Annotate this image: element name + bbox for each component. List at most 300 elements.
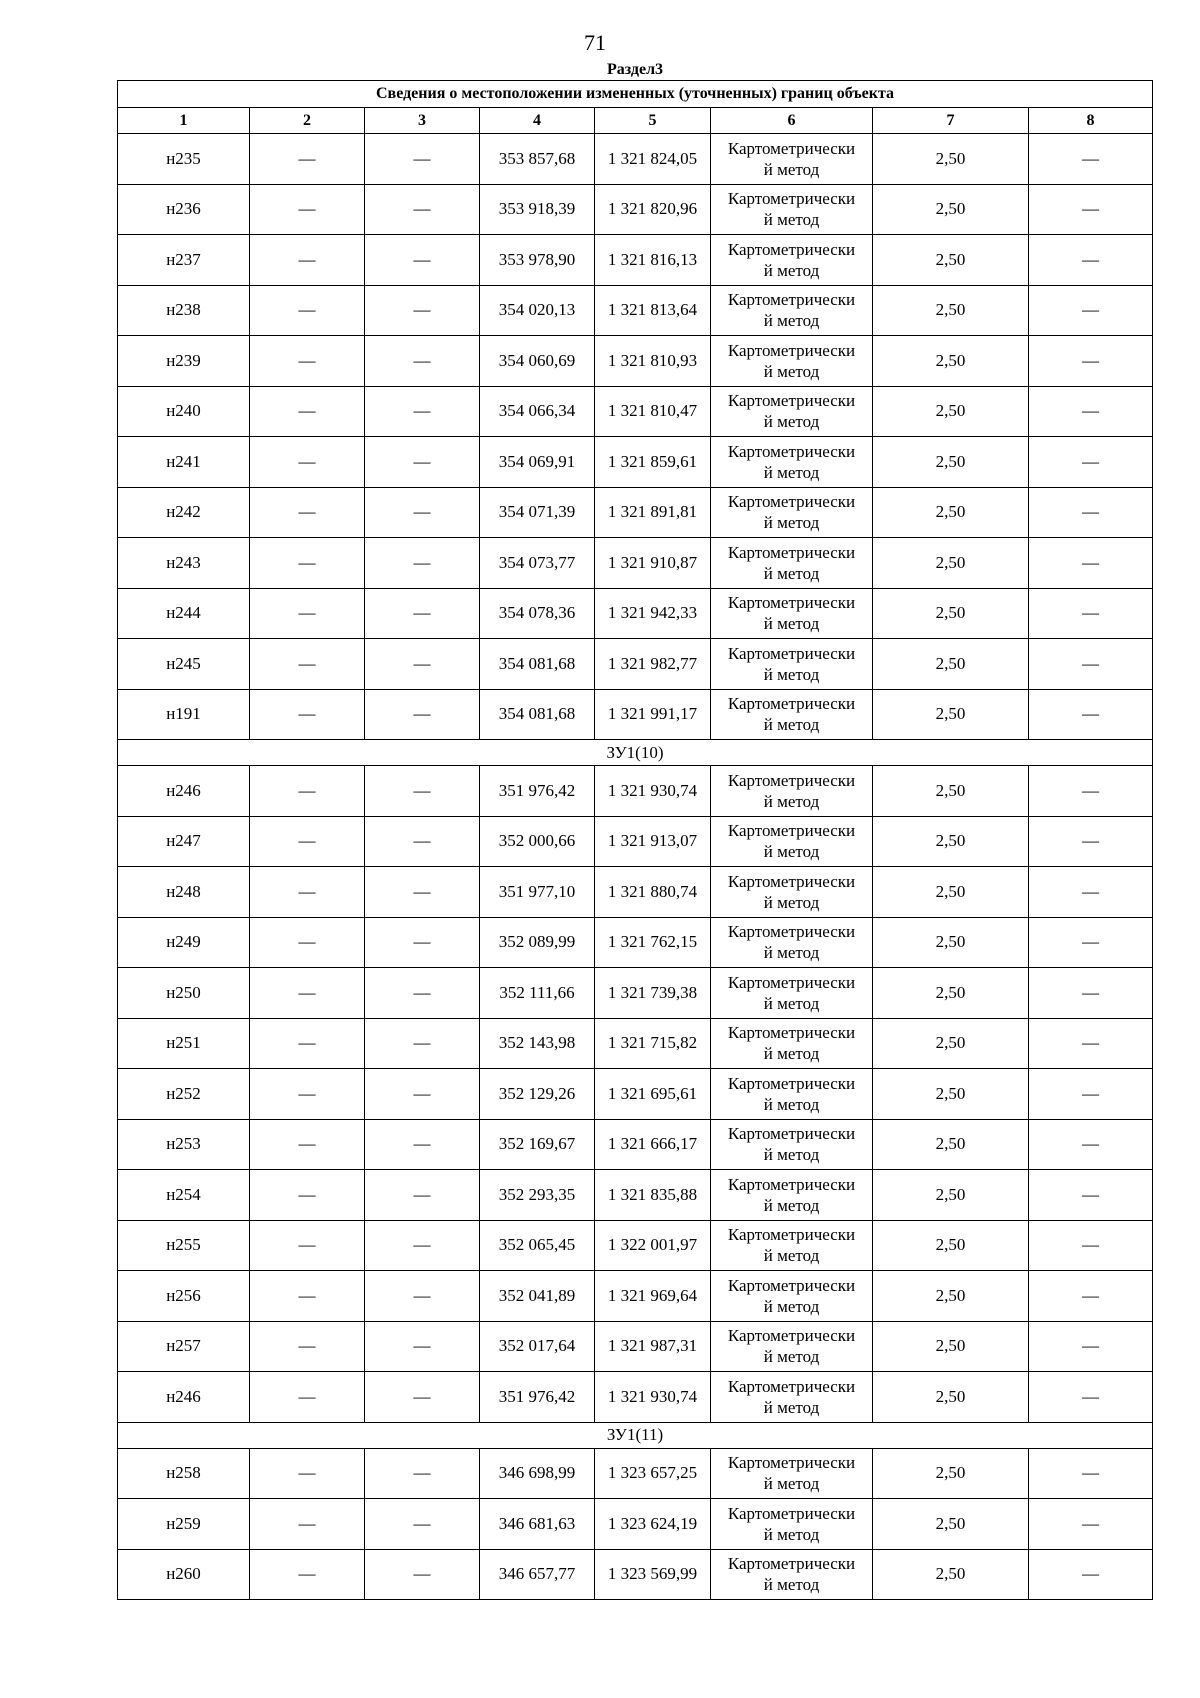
point-name-cell: н255 bbox=[118, 1220, 250, 1271]
method-cell bbox=[711, 1549, 873, 1600]
accuracy-cell: 2,50 bbox=[873, 968, 1029, 1019]
point-name-cell: н257 bbox=[118, 1321, 250, 1372]
table-row bbox=[118, 134, 1153, 185]
accuracy-cell: 2,50 bbox=[873, 1170, 1029, 1221]
point-name-cell: н236 bbox=[118, 184, 250, 235]
table-row bbox=[118, 1220, 1153, 1271]
x-coordinate-cell: 353 857,68 bbox=[480, 134, 595, 185]
column-3-cell: — bbox=[365, 134, 480, 185]
y-coordinate-cell: 1 321 913,07 bbox=[595, 816, 711, 867]
method-line-1: Картометрически bbox=[727, 290, 856, 310]
accuracy-cell: 2,50 bbox=[873, 1119, 1029, 1170]
column-2-cell: — bbox=[250, 184, 365, 235]
accuracy-cell: 2,50 bbox=[873, 336, 1029, 387]
method-cell bbox=[711, 1119, 873, 1170]
method-cell bbox=[711, 1372, 873, 1423]
method-line-2: й метод bbox=[763, 1397, 820, 1417]
table-row bbox=[118, 639, 1153, 690]
accuracy-cell: 2,50 bbox=[873, 184, 1029, 235]
y-coordinate-cell: 1 323 657,25 bbox=[595, 1448, 711, 1499]
table-row bbox=[118, 437, 1153, 488]
point-name-cell: н256 bbox=[118, 1271, 250, 1322]
method-line-1: Картометрически bbox=[727, 138, 856, 158]
y-coordinate-cell: 1 321 930,74 bbox=[595, 1372, 711, 1423]
accuracy-cell: 2,50 bbox=[873, 1499, 1029, 1550]
accuracy-cell: 2,50 bbox=[873, 1220, 1029, 1271]
column-3-cell: — bbox=[365, 639, 480, 690]
method-line-2: й метод bbox=[763, 614, 820, 634]
method-cell bbox=[711, 336, 873, 387]
column-2-cell: — bbox=[250, 1372, 365, 1423]
table-row bbox=[118, 1170, 1153, 1221]
x-coordinate-cell: 352 293,35 bbox=[480, 1170, 595, 1221]
method-line-1: Картометрически bbox=[727, 1124, 856, 1144]
column-8-cell: — bbox=[1029, 917, 1153, 968]
column-2-cell: — bbox=[250, 285, 365, 336]
accuracy-cell: 2,50 bbox=[873, 437, 1029, 488]
method-line-2: й метод bbox=[763, 943, 820, 963]
accuracy-cell: 2,50 bbox=[873, 816, 1029, 867]
table-row bbox=[118, 336, 1153, 387]
group-label: ЗУ1(11) bbox=[118, 1422, 1153, 1448]
method-line-2: й метод bbox=[763, 1195, 820, 1215]
column-number-8: 8 bbox=[1029, 108, 1153, 134]
point-name-cell: н235 bbox=[118, 134, 250, 185]
column-8-cell: — bbox=[1029, 134, 1153, 185]
method-cell bbox=[711, 968, 873, 1019]
table-row bbox=[118, 1448, 1153, 1499]
method-line-2: й метод bbox=[763, 210, 820, 230]
column-number-3: 3 bbox=[365, 108, 480, 134]
method-cell bbox=[711, 917, 873, 968]
method-cell bbox=[711, 538, 873, 589]
method-line-1: Картометрически bbox=[727, 492, 856, 512]
method-line-2: й метод bbox=[763, 1044, 820, 1064]
method-line-1: Картометрически bbox=[727, 694, 856, 714]
method-line-2: й метод bbox=[763, 993, 820, 1013]
method-cell bbox=[711, 1448, 873, 1499]
column-8-cell: — bbox=[1029, 1271, 1153, 1322]
method-line-2: й метод bbox=[763, 715, 820, 735]
point-name-cell: н191 bbox=[118, 689, 250, 740]
column-3-cell: — bbox=[365, 917, 480, 968]
point-name-cell: н243 bbox=[118, 538, 250, 589]
point-name-cell: н258 bbox=[118, 1448, 250, 1499]
column-3-cell: — bbox=[365, 1220, 480, 1271]
accuracy-cell: 2,50 bbox=[873, 639, 1029, 690]
point-name-cell: н244 bbox=[118, 588, 250, 639]
x-coordinate-cell: 354 081,68 bbox=[480, 689, 595, 740]
x-coordinate-cell: 346 657,77 bbox=[480, 1549, 595, 1600]
y-coordinate-cell: 1 321 824,05 bbox=[595, 134, 711, 185]
column-2-cell: — bbox=[250, 1499, 365, 1550]
column-8-cell: — bbox=[1029, 689, 1153, 740]
column-number-6: 6 bbox=[711, 108, 873, 134]
method-line-1: Картометрически bbox=[727, 391, 856, 411]
table-row bbox=[118, 1069, 1153, 1120]
coordinates-table bbox=[117, 80, 1153, 1600]
column-3-cell: — bbox=[365, 689, 480, 740]
x-coordinate-cell: 354 073,77 bbox=[480, 538, 595, 589]
table-row bbox=[118, 1119, 1153, 1170]
column-2-cell: — bbox=[250, 1170, 365, 1221]
point-name-cell: н249 bbox=[118, 917, 250, 968]
method-line-1: Картометрически bbox=[727, 441, 856, 461]
y-coordinate-cell: 1 321 991,17 bbox=[595, 689, 711, 740]
column-8-cell: — bbox=[1029, 538, 1153, 589]
column-3-cell: — bbox=[365, 867, 480, 918]
y-coordinate-cell: 1 321 859,61 bbox=[595, 437, 711, 488]
point-name-cell: н259 bbox=[118, 1499, 250, 1550]
group-label: ЗУ1(10) bbox=[118, 740, 1153, 766]
method-line-2: й метод bbox=[763, 462, 820, 482]
y-coordinate-cell: 1 323 569,99 bbox=[595, 1549, 711, 1600]
method-line-2: й метод bbox=[763, 1474, 820, 1494]
accuracy-cell: 2,50 bbox=[873, 1448, 1029, 1499]
accuracy-cell: 2,50 bbox=[873, 689, 1029, 740]
x-coordinate-cell: 352 129,26 bbox=[480, 1069, 595, 1120]
y-coordinate-cell: 1 321 880,74 bbox=[595, 867, 711, 918]
accuracy-cell: 2,50 bbox=[873, 235, 1029, 286]
method-line-1: Картометрически bbox=[727, 1503, 856, 1523]
method-line-2: й метод bbox=[763, 1145, 820, 1165]
accuracy-cell: 2,50 bbox=[873, 285, 1029, 336]
column-2-cell: — bbox=[250, 336, 365, 387]
x-coordinate-cell: 352 111,66 bbox=[480, 968, 595, 1019]
column-3-cell: — bbox=[365, 285, 480, 336]
method-cell bbox=[711, 1271, 873, 1322]
y-coordinate-cell: 1 321 810,47 bbox=[595, 386, 711, 437]
x-coordinate-cell: 354 081,68 bbox=[480, 639, 595, 690]
column-number-2: 2 bbox=[250, 108, 365, 134]
point-name-cell: н248 bbox=[118, 867, 250, 918]
method-cell bbox=[711, 487, 873, 538]
point-name-cell: н247 bbox=[118, 816, 250, 867]
method-cell bbox=[711, 235, 873, 286]
y-coordinate-cell: 1 321 762,15 bbox=[595, 917, 711, 968]
column-2-cell: — bbox=[250, 1018, 365, 1069]
method-line-1: Картометрически bbox=[727, 770, 856, 790]
column-3-cell: — bbox=[365, 184, 480, 235]
accuracy-cell: 2,50 bbox=[873, 1018, 1029, 1069]
column-8-cell: — bbox=[1029, 235, 1153, 286]
column-2-cell: — bbox=[250, 588, 365, 639]
column-8-cell: — bbox=[1029, 1018, 1153, 1069]
accuracy-cell: 2,50 bbox=[873, 766, 1029, 817]
column-8-cell: — bbox=[1029, 968, 1153, 1019]
method-line-2: й метод bbox=[763, 1094, 820, 1114]
table-row bbox=[118, 1271, 1153, 1322]
group-header-row bbox=[118, 1422, 1153, 1448]
method-line-1: Картометрически bbox=[727, 1023, 856, 1043]
column-2-cell: — bbox=[250, 1321, 365, 1372]
x-coordinate-cell: 353 978,90 bbox=[480, 235, 595, 286]
y-coordinate-cell: 1 321 666,17 bbox=[595, 1119, 711, 1170]
method-line-1: Картометрически bbox=[727, 340, 856, 360]
accuracy-cell: 2,50 bbox=[873, 1321, 1029, 1372]
point-name-cell: н238 bbox=[118, 285, 250, 336]
column-2-cell: — bbox=[250, 867, 365, 918]
table-row bbox=[118, 285, 1153, 336]
column-3-cell: — bbox=[365, 538, 480, 589]
y-coordinate-cell: 1 323 624,19 bbox=[595, 1499, 711, 1550]
method-line-1: Картометрически bbox=[727, 1174, 856, 1194]
table-row bbox=[118, 766, 1153, 817]
accuracy-cell: 2,50 bbox=[873, 917, 1029, 968]
point-name-cell: н251 bbox=[118, 1018, 250, 1069]
method-cell bbox=[711, 1170, 873, 1221]
column-2-cell: — bbox=[250, 134, 365, 185]
method-line-1: Картометрически bbox=[727, 1376, 856, 1396]
x-coordinate-cell: 346 698,99 bbox=[480, 1448, 595, 1499]
x-coordinate-cell: 351 977,10 bbox=[480, 867, 595, 918]
column-3-cell: — bbox=[365, 1499, 480, 1550]
accuracy-cell: 2,50 bbox=[873, 588, 1029, 639]
method-line-1: Картометрически bbox=[727, 1453, 856, 1473]
x-coordinate-cell: 352 089,99 bbox=[480, 917, 595, 968]
point-name-cell: н250 bbox=[118, 968, 250, 1019]
column-3-cell: — bbox=[365, 336, 480, 387]
method-line-2: й метод bbox=[763, 513, 820, 533]
y-coordinate-cell: 1 321 715,82 bbox=[595, 1018, 711, 1069]
y-coordinate-cell: 1 321 695,61 bbox=[595, 1069, 711, 1120]
point-name-cell: н241 bbox=[118, 437, 250, 488]
column-8-cell: — bbox=[1029, 1069, 1153, 1120]
x-coordinate-cell: 353 918,39 bbox=[480, 184, 595, 235]
table-row bbox=[118, 1372, 1153, 1423]
point-name-cell: н242 bbox=[118, 487, 250, 538]
point-name-cell: н239 bbox=[118, 336, 250, 387]
accuracy-cell: 2,50 bbox=[873, 1271, 1029, 1322]
column-8-cell: — bbox=[1029, 1170, 1153, 1221]
x-coordinate-cell: 352 143,98 bbox=[480, 1018, 595, 1069]
column-2-cell: — bbox=[250, 1220, 365, 1271]
column-2-cell: — bbox=[250, 1448, 365, 1499]
x-coordinate-cell: 351 976,42 bbox=[480, 766, 595, 817]
column-2-cell: — bbox=[250, 766, 365, 817]
method-line-2: й метод bbox=[763, 1246, 820, 1266]
accuracy-cell: 2,50 bbox=[873, 1069, 1029, 1120]
method-line-2: й метод bbox=[763, 1524, 820, 1544]
method-line-1: Картометрически bbox=[727, 972, 856, 992]
method-cell bbox=[711, 816, 873, 867]
method-line-1: Картометрически bbox=[727, 1275, 856, 1295]
method-line-1: Картометрически bbox=[727, 1073, 856, 1093]
y-coordinate-cell: 1 321 739,38 bbox=[595, 968, 711, 1019]
method-cell bbox=[711, 1069, 873, 1120]
method-cell bbox=[711, 867, 873, 918]
x-coordinate-cell: 354 071,39 bbox=[480, 487, 595, 538]
column-8-cell: — bbox=[1029, 487, 1153, 538]
column-8-cell: — bbox=[1029, 816, 1153, 867]
table-row bbox=[118, 487, 1153, 538]
method-cell bbox=[711, 1499, 873, 1550]
column-2-cell: — bbox=[250, 1119, 365, 1170]
method-line-2: й метод bbox=[763, 159, 820, 179]
x-coordinate-cell: 346 681,63 bbox=[480, 1499, 595, 1550]
method-line-2: й метод bbox=[763, 892, 820, 912]
page-number: 71 bbox=[584, 30, 606, 55]
accuracy-cell: 2,50 bbox=[873, 386, 1029, 437]
accuracy-cell: 2,50 bbox=[873, 1549, 1029, 1600]
x-coordinate-cell: 354 020,13 bbox=[480, 285, 595, 336]
column-number-4: 4 bbox=[480, 108, 595, 134]
column-8-cell: — bbox=[1029, 1448, 1153, 1499]
accuracy-cell: 2,50 bbox=[873, 487, 1029, 538]
column-8-cell: — bbox=[1029, 1499, 1153, 1550]
method-line-1: Картометрически bbox=[727, 1554, 856, 1574]
y-coordinate-cell: 1 321 810,93 bbox=[595, 336, 711, 387]
method-cell bbox=[711, 1321, 873, 1372]
point-name-cell: н254 bbox=[118, 1170, 250, 1221]
table-caption: Сведения о местоположении измененных (уточненных) границ объекта bbox=[118, 81, 1153, 108]
method-line-1: Картометрически bbox=[727, 643, 856, 663]
column-number-row bbox=[118, 108, 1153, 134]
column-3-cell: — bbox=[365, 1372, 480, 1423]
table-row bbox=[118, 816, 1153, 867]
method-cell bbox=[711, 1220, 873, 1271]
method-line-1: Картометрически bbox=[727, 871, 856, 891]
column-2-cell: — bbox=[250, 386, 365, 437]
method-line-1: Картометрически bbox=[727, 922, 856, 942]
column-2-cell: — bbox=[250, 538, 365, 589]
method-cell bbox=[711, 437, 873, 488]
column-2-cell: — bbox=[250, 1069, 365, 1120]
method-line-2: й метод bbox=[763, 842, 820, 862]
point-name-cell: н253 bbox=[118, 1119, 250, 1170]
column-2-cell: — bbox=[250, 689, 365, 740]
column-2-cell: — bbox=[250, 487, 365, 538]
x-coordinate-cell: 354 069,91 bbox=[480, 437, 595, 488]
method-line-2: й метод bbox=[763, 1296, 820, 1316]
method-line-1: Картометрически bbox=[727, 821, 856, 841]
column-8-cell: — bbox=[1029, 1119, 1153, 1170]
method-line-2: й метод bbox=[763, 563, 820, 583]
method-line-1: Картометрически bbox=[727, 189, 856, 209]
table-body bbox=[118, 134, 1153, 1600]
column-8-cell: — bbox=[1029, 285, 1153, 336]
table-row bbox=[118, 917, 1153, 968]
x-coordinate-cell: 352 169,67 bbox=[480, 1119, 595, 1170]
column-2-cell: — bbox=[250, 639, 365, 690]
y-coordinate-cell: 1 321 835,88 bbox=[595, 1170, 711, 1221]
table-row bbox=[118, 1321, 1153, 1372]
method-line-2: й метод bbox=[763, 664, 820, 684]
column-2-cell: — bbox=[250, 1549, 365, 1600]
table-row bbox=[118, 588, 1153, 639]
method-cell bbox=[711, 639, 873, 690]
section-title: Раздел3 bbox=[606, 61, 664, 78]
column-3-cell: — bbox=[365, 386, 480, 437]
x-coordinate-cell: 354 060,69 bbox=[480, 336, 595, 387]
method-cell bbox=[711, 285, 873, 336]
method-cell bbox=[711, 766, 873, 817]
column-3-cell: — bbox=[365, 1321, 480, 1372]
x-coordinate-cell: 352 041,89 bbox=[480, 1271, 595, 1322]
method-line-2: й метод bbox=[763, 1575, 820, 1595]
point-name-cell: н252 bbox=[118, 1069, 250, 1120]
y-coordinate-cell: 1 321 910,87 bbox=[595, 538, 711, 589]
table-row bbox=[118, 968, 1153, 1019]
method-line-1: Картометрически bbox=[727, 593, 856, 613]
column-8-cell: — bbox=[1029, 1372, 1153, 1423]
method-cell bbox=[711, 386, 873, 437]
table-row bbox=[118, 538, 1153, 589]
y-coordinate-cell: 1 322 001,97 bbox=[595, 1220, 711, 1271]
column-3-cell: — bbox=[365, 968, 480, 1019]
y-coordinate-cell: 1 321 987,31 bbox=[595, 1321, 711, 1372]
column-3-cell: — bbox=[365, 487, 480, 538]
accuracy-cell: 2,50 bbox=[873, 538, 1029, 589]
point-name-cell: н260 bbox=[118, 1549, 250, 1600]
column-8-cell: — bbox=[1029, 867, 1153, 918]
method-line-1: Картометрически bbox=[727, 542, 856, 562]
x-coordinate-cell: 351 976,42 bbox=[480, 1372, 595, 1423]
y-coordinate-cell: 1 321 930,74 bbox=[595, 766, 711, 817]
column-3-cell: — bbox=[365, 1069, 480, 1120]
method-line-1: Картометрически bbox=[727, 1326, 856, 1346]
column-2-cell: — bbox=[250, 1271, 365, 1322]
y-coordinate-cell: 1 321 942,33 bbox=[595, 588, 711, 639]
point-name-cell: н245 bbox=[118, 639, 250, 690]
column-2-cell: — bbox=[250, 437, 365, 488]
column-8-cell: — bbox=[1029, 639, 1153, 690]
column-8-cell: — bbox=[1029, 588, 1153, 639]
column-2-cell: — bbox=[250, 816, 365, 867]
table-row bbox=[118, 1549, 1153, 1600]
point-name-cell: н246 bbox=[118, 766, 250, 817]
column-3-cell: — bbox=[365, 588, 480, 639]
column-number-7: 7 bbox=[873, 108, 1029, 134]
point-name-cell: н237 bbox=[118, 235, 250, 286]
method-line-2: й метод bbox=[763, 412, 820, 432]
column-2-cell: — bbox=[250, 235, 365, 286]
method-line-1: Картометрически bbox=[727, 1225, 856, 1245]
point-name-cell: н246 bbox=[118, 1372, 250, 1423]
y-coordinate-cell: 1 321 816,13 bbox=[595, 235, 711, 286]
column-8-cell: — bbox=[1029, 766, 1153, 817]
method-line-2: й метод bbox=[763, 1347, 820, 1367]
column-number-5: 5 bbox=[595, 108, 711, 134]
method-line-2: й метод bbox=[763, 791, 820, 811]
table-row bbox=[118, 1018, 1153, 1069]
column-8-cell: — bbox=[1029, 437, 1153, 488]
x-coordinate-cell: 352 000,66 bbox=[480, 816, 595, 867]
method-cell bbox=[711, 1018, 873, 1069]
column-3-cell: — bbox=[365, 1170, 480, 1221]
table-row bbox=[118, 867, 1153, 918]
method-cell bbox=[711, 184, 873, 235]
column-8-cell: — bbox=[1029, 1321, 1153, 1372]
column-3-cell: — bbox=[365, 437, 480, 488]
table-row bbox=[118, 235, 1153, 286]
method-cell bbox=[711, 134, 873, 185]
table-row bbox=[118, 1499, 1153, 1550]
column-3-cell: — bbox=[365, 1018, 480, 1069]
group-header-row bbox=[118, 740, 1153, 766]
y-coordinate-cell: 1 321 813,64 bbox=[595, 285, 711, 336]
column-8-cell: — bbox=[1029, 1549, 1153, 1600]
column-8-cell: — bbox=[1029, 386, 1153, 437]
y-coordinate-cell: 1 321 820,96 bbox=[595, 184, 711, 235]
column-number-1: 1 bbox=[118, 108, 250, 134]
column-3-cell: — bbox=[365, 816, 480, 867]
column-8-cell: — bbox=[1029, 184, 1153, 235]
column-3-cell: — bbox=[365, 1549, 480, 1600]
accuracy-cell: 2,50 bbox=[873, 1372, 1029, 1423]
table-row bbox=[118, 386, 1153, 437]
column-3-cell: — bbox=[365, 766, 480, 817]
